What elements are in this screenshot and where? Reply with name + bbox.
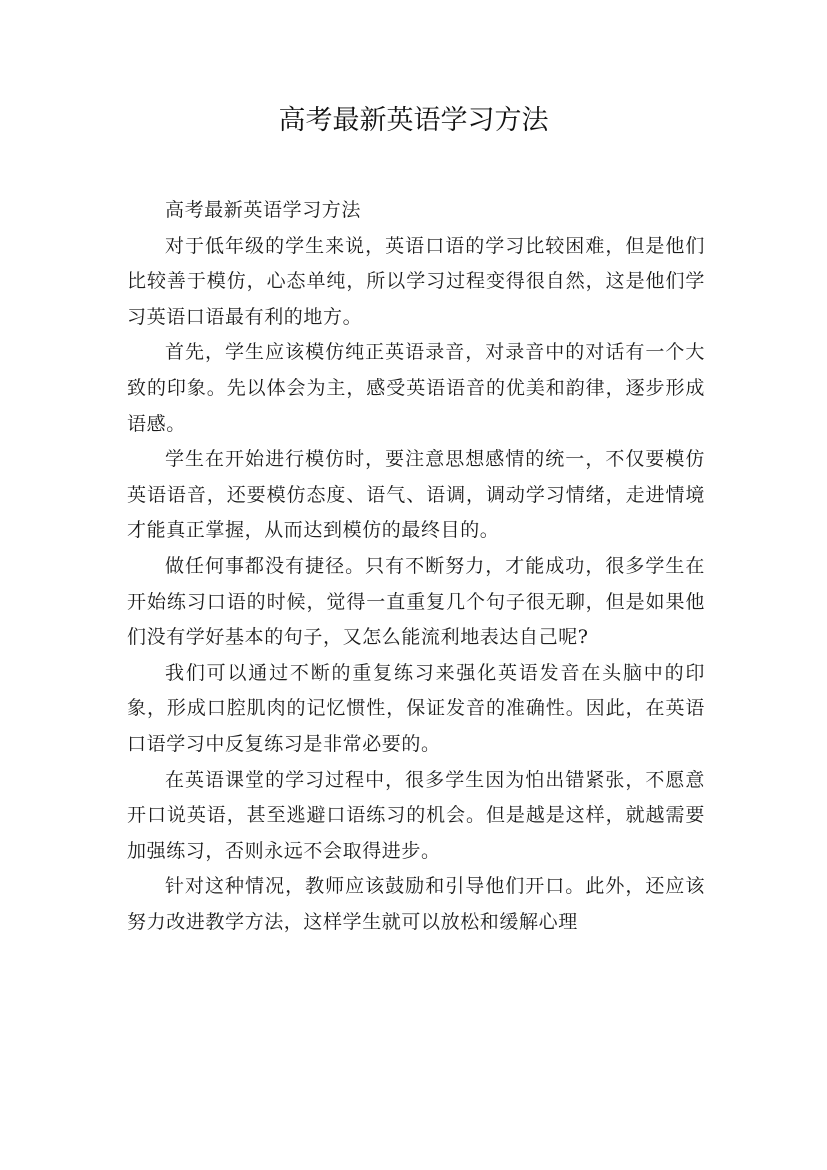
paragraph-subtitle: 高考最新英语学习方法 (165, 199, 362, 221)
paragraph: 我们可以通过不断的重复练习来强化英语发音在头脑中的印象，形成口腔肌肉的记忆惯性，保证发音的准确性。因此，在英语口语学习中反复练习是非常必要的。 (127, 661, 705, 755)
paragraph: 在英语课堂的学习过程中，很多学生因为怕出错紧张，不愿意开口说英语，甚至逃避口语练习的机会。但是越是这样，就越需要加强练习，否则永远不会取得进步。 (127, 768, 705, 862)
paragraph: 学生在开始进行模仿时，要注意思想感情的统一，不仅要模仿英语语音，还要模仿态度、语气、语调，调动学习情绪，走进情境才能真正掌握，从而达到模仿的最终目的。 (127, 448, 705, 542)
document-title: 高考最新英语学习方法 (278, 105, 549, 136)
document-body (127, 193, 705, 940)
paragraph: 对于低年级的学生来说，英语口语的学习比较困难，但是他们比较善于模仿，心态单纯，所以学习过程变得很自然，这是他们学习英语口语最有利的地方。 (127, 234, 705, 328)
paragraph: 首先，学生应该模仿纯正英语录音，对录音中的对话有一个大致的印象。先以体会为主，感受英语语音的优美和韵律，逐步形成语感。 (127, 341, 705, 435)
paragraph: 做任何事都没有捷径。只有不断努力，才能成功，很多学生在开始练习口语的时候，觉得一直重复几个句子很无聊，但是如果他们没有学好基本的句子，又怎么能流利地表达自己呢? (127, 554, 705, 649)
paragraph: 针对这种情况，教师应该鼓励和引导他们开口。此外，还应该努力改进教学方法，这样学生就可以放松和缓解心理 (127, 875, 705, 933)
